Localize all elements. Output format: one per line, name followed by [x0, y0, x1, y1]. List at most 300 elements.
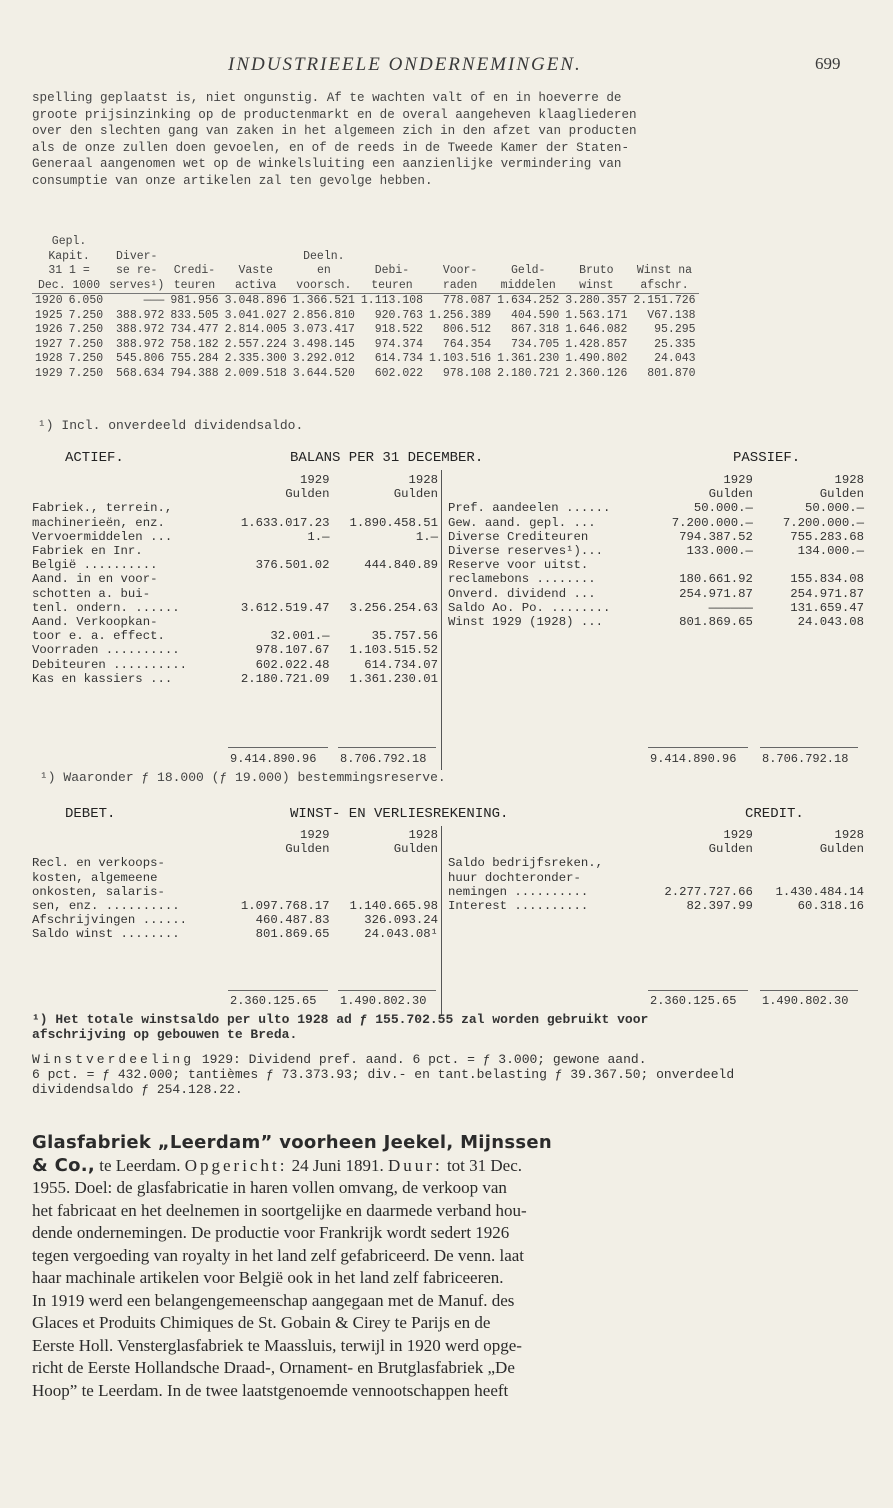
ledger-row	[446, 615, 866, 629]
history-header-cell: se re-	[116, 264, 158, 277]
ledger-label: Fabriek en Inr.	[32, 544, 143, 559]
history-header-cell: winst	[562, 279, 630, 294]
rule	[228, 747, 328, 748]
history-cell: 3.048.896	[224, 294, 287, 307]
ledger-year-row	[446, 473, 866, 487]
ledger-unit-row	[446, 842, 866, 856]
year-header: 1928	[408, 828, 438, 842]
ledger-row	[30, 587, 440, 601]
ledger-row	[446, 856, 866, 870]
history-header-cell: Voor-	[442, 264, 478, 277]
ledger-unit-row	[30, 487, 440, 501]
pl-footnote	[32, 1012, 862, 1042]
ledger-amount: 24.043.08¹	[364, 927, 438, 942]
history-cell: 1.490.802	[565, 352, 628, 365]
ledger-label: sen, enz. ..........	[32, 899, 180, 914]
history-header-cell: voorsch.	[290, 279, 358, 294]
history-cell: 2.856.810	[292, 308, 355, 322]
ledger-amount	[755, 871, 866, 885]
ledger-label: onkosten, salaris-	[32, 884, 165, 899]
duration-label: Duur:	[388, 1155, 443, 1175]
history-cell: 3.292.012	[292, 352, 355, 365]
history-cell: 25.335	[654, 337, 696, 351]
history-cell: 2.335.300	[224, 352, 287, 365]
ledger-amount: 134.000.—	[797, 544, 864, 559]
ledger-year-row	[30, 828, 440, 842]
history-header-cell: 31 1 =	[48, 264, 90, 277]
ledger-amount	[331, 501, 440, 515]
ledger-label: Recl. en verkoops-	[32, 856, 165, 871]
pl-total-debit-1928: 1.490.802.30	[340, 994, 427, 1008]
history-cell: 867.318	[510, 323, 560, 336]
ledger-amount: 254.971.87	[679, 586, 753, 601]
ledger-amount: 50.000.—	[804, 501, 864, 516]
history-cell: 7.250	[68, 308, 104, 322]
ledger-label: Kas en kassiers ...	[32, 671, 173, 686]
ledger-row	[30, 672, 440, 686]
history-table	[32, 235, 699, 381]
ledger-amount: 1.890.458.51	[349, 515, 438, 530]
ledger-amount: 1.—	[415, 529, 438, 544]
history-cell: 24.043	[654, 352, 696, 365]
pl-debit-table	[30, 828, 440, 942]
pl-total-credit-1928: 1.490.802.30	[762, 994, 849, 1008]
history-row	[32, 294, 699, 309]
ledger-amount	[223, 501, 332, 515]
ledger-row	[30, 629, 440, 643]
ledger-amount	[755, 856, 866, 870]
history-header-cell	[562, 235, 630, 250]
history-header-cell: Winst na	[636, 264, 693, 277]
ledger-amount: 376.501.02	[255, 558, 330, 573]
pl-title: WINST- EN VERLIESREKENING.	[290, 806, 509, 822]
ledger-amount	[223, 856, 332, 870]
history-header-cell: Credi-	[173, 264, 216, 277]
history-header-cell: en	[316, 264, 331, 277]
ledger-row	[30, 572, 440, 586]
history-cell: 7.250	[68, 352, 104, 365]
ledger-row	[446, 899, 866, 913]
rule	[648, 747, 748, 748]
ledger-amount	[644, 856, 755, 870]
ledger-amount: 50.000.—	[693, 501, 753, 516]
ledger-row	[30, 643, 440, 657]
distribution-line: 6 pct. = ƒ 432.000; tantièmes ƒ 73.373.93; div.- en tant.belasting ƒ 39.367.50; onverdeeld	[32, 1067, 735, 1082]
rule	[648, 990, 748, 991]
history-header-cell: Debi-	[374, 264, 410, 277]
balance-left-label: ACTIEF.	[65, 450, 124, 466]
history-cell: 1927	[35, 337, 63, 351]
balance-passiva-table	[446, 473, 866, 629]
distribution-line	[32, 1052, 862, 1067]
company-place: te Leerdam.	[95, 1155, 185, 1175]
ledger-label: Voorraden ..........	[32, 643, 180, 658]
history-header-cell	[167, 250, 221, 265]
ledger-label: Aand. in en voor-	[32, 572, 158, 587]
history-header-cell	[167, 235, 221, 250]
pl-footnote-line: ¹) Het totale winstsaldo per ulto 1928 ad ƒ 155.702.55 zal worden gebruikt voor	[32, 1012, 649, 1027]
ledger-amount: 60.318.16	[797, 899, 864, 914]
ledger-row	[446, 501, 866, 515]
year-header: 1928	[834, 828, 864, 842]
history-row	[32, 309, 699, 324]
history-header-cell: Geld-	[510, 264, 546, 277]
ledger-amount: 1.103.515.52	[349, 643, 438, 658]
history-cell: 3.073.417	[292, 323, 355, 336]
history-cell: 1928	[35, 352, 63, 365]
ledger-amount: 755.283.68	[790, 529, 864, 544]
rule	[228, 990, 328, 991]
history-cell: 2.180.721	[497, 366, 560, 380]
ledger-label: Onverd. dividend ...	[448, 586, 596, 601]
unit-header: Gulden	[708, 842, 753, 857]
unit-header: Gulden	[285, 487, 330, 502]
history-footnote: ¹) Incl. onverdeeld dividendsaldo.	[38, 418, 304, 433]
history-cell: 981.956	[170, 294, 219, 307]
ledger-label: Saldo Ao. Po. ........	[448, 600, 611, 615]
history-cell: 734.477	[170, 323, 219, 336]
history-header-cell	[494, 235, 562, 250]
history-header-row	[32, 279, 699, 294]
ledger-row	[30, 927, 440, 941]
ledger-row	[30, 544, 440, 558]
ledger-label: machinerieën, enz.	[32, 515, 165, 530]
history-cell: 388.972	[116, 308, 165, 322]
year-header: 1929	[299, 828, 330, 842]
ledger-amount: 801.869.65	[679, 615, 753, 630]
ledger-amount: 3.612.519.47	[240, 600, 330, 615]
history-cell: 1929	[35, 366, 63, 380]
ledger-amount: 1.097.768.17	[240, 899, 330, 914]
ledger-label: nemingen ..........	[448, 884, 589, 899]
ledger-amount: 7.200.000.—	[782, 515, 864, 530]
ledger-label: Gew. aand. gepl. ...	[448, 515, 596, 530]
history-cell: 1.563.171	[565, 308, 628, 322]
ledger-amount: 7.200.000.—	[671, 515, 753, 530]
ledger-amount: 1.—	[307, 529, 330, 544]
history-cell: 6.050	[68, 294, 104, 307]
company-name-cont: & Co.,	[32, 1154, 96, 1176]
history-header-cell	[562, 250, 630, 265]
history-header-cell: raden	[426, 279, 494, 294]
intro-line: Generaal aangenomen wet op de winkelsluiting een aanzienlijke vermindering van	[32, 157, 622, 171]
company-text-line: dende ondernemingen. De productie voor Frankrijk wordt sedert 1926	[32, 1223, 510, 1242]
history-cell: 1.361.230	[497, 352, 560, 365]
pl-total-debit-1929: 2.360.125.65	[230, 994, 317, 1008]
history-header-cell: serves¹)	[106, 279, 167, 294]
history-cell: 602.022	[374, 366, 424, 380]
history-cell: 3.644.520	[292, 366, 355, 380]
company-entry	[32, 1132, 864, 1402]
history-cell: 806.512	[442, 323, 492, 336]
history-header-cell: Diver-	[116, 249, 158, 263]
pl-total-credit-1929: 2.360.125.65	[650, 994, 737, 1008]
history-cell: 3.498.145	[292, 337, 355, 351]
ledger-label: België ..........	[32, 558, 158, 573]
intro-line: consumptie van onze artikelen zal ten gevolge hebben.	[32, 173, 433, 188]
history-cell: 833.505	[170, 308, 219, 322]
unit-header: Gulden	[393, 842, 438, 857]
history-cell: 801.870	[647, 366, 696, 380]
ledger-label: Afschrijvingen ......	[32, 913, 187, 928]
ledger-amount: 133.000.—	[686, 544, 753, 559]
ledger-row	[30, 899, 440, 913]
history-header-cell: Vaste	[238, 264, 273, 277]
company-text-line: haar machinale artikelen voor België ook in het land zelf fabriceeren.	[32, 1268, 504, 1287]
ledger-row	[30, 501, 440, 515]
history-header-cell	[222, 235, 290, 250]
history-cell: 764.354	[442, 337, 492, 351]
ledger-amount	[331, 572, 440, 586]
ledger-amount	[644, 558, 755, 572]
history-cell: V67.138	[647, 308, 696, 322]
balance-total-passiva-1929: 9.414.890.96	[650, 752, 737, 766]
ledger-amount: 1.140.665.98	[349, 899, 438, 914]
header-title: INDUSTRIEELE ONDERNEMINGEN.	[228, 54, 582, 75]
ledger-amount: 801.869.65	[255, 927, 330, 942]
unit-header: Gulden	[708, 487, 753, 502]
running-header	[0, 54, 893, 78]
ledger-amount	[223, 587, 332, 601]
company-text-line: Eerste Holl. Vensterglasfabriek te Maassluis, terwijl in 1920 werd opge-	[32, 1335, 522, 1355]
ledger-unit-row	[446, 487, 866, 501]
ledger-row	[30, 871, 440, 885]
history-cell: 404.590	[510, 308, 560, 322]
ledger-amount	[223, 572, 332, 586]
company-text-line: Hoop” te Leerdam. In de twee laatstgenoemde vennootschappen heeft	[32, 1380, 509, 1400]
history-cell: 1.428.857	[565, 337, 628, 351]
history-cell: 1920	[35, 294, 63, 307]
history-cell: 545.806	[116, 352, 165, 365]
ledger-amount: 35.757.56	[371, 629, 438, 644]
balance-total-activa-1929: 9.414.890.96	[230, 752, 317, 766]
ledger-row	[446, 530, 866, 544]
history-header-cell: Dec. 1000	[32, 279, 106, 294]
year-header: 1929	[723, 828, 753, 842]
company-text-line: 1955. Doel: de glasfabricatie in haren vollen omvang, de verkoop van	[32, 1178, 507, 1197]
history-cell: 778.087	[442, 294, 492, 307]
history-cell: 7.250	[68, 323, 104, 336]
ledger-amount: 978.107.67	[255, 643, 330, 658]
history-cell: 95.295	[654, 323, 696, 336]
history-cell: 974.374	[374, 337, 424, 351]
pl-divider	[441, 826, 442, 1016]
ledger-amount: 24.043.08	[797, 615, 864, 630]
ledger-label: huur dochteronder-	[448, 870, 581, 885]
balance-total-activa-1928: 8.706.792.18	[340, 752, 427, 766]
year-header: 1929	[723, 473, 753, 487]
history-cell: 7.250	[68, 337, 104, 351]
year-header: 1928	[834, 473, 864, 487]
ledger-label: kosten, algemeene	[32, 870, 158, 885]
history-cell: 388.972	[116, 337, 165, 351]
rule	[760, 747, 858, 748]
pl-right-label: CREDIT.	[745, 806, 804, 822]
ledger-row	[30, 856, 440, 870]
company-text-line: richt de Eerste Hollandsche Draad-, Ornament- en Brutglasfabriek „De	[32, 1358, 515, 1377]
ledger-label: toor e. a. effect.	[32, 629, 165, 644]
ledger-row	[30, 516, 440, 530]
history-cell: 568.634	[116, 366, 165, 380]
history-cell: 758.182	[170, 337, 219, 351]
ledger-row	[30, 615, 440, 629]
ledger-label: Interest ..........	[448, 899, 589, 914]
ledger-row	[446, 572, 866, 586]
company-text-line: het fabricaat en het deelnemen in soortgelijke en daarmede verband hou-	[32, 1200, 527, 1220]
ledger-amount	[755, 558, 866, 572]
history-row	[32, 367, 699, 382]
history-header-cell: Deeln.	[303, 249, 345, 263]
history-header-cell	[630, 235, 698, 250]
ledger-amount: 460.487.83	[255, 913, 330, 928]
unit-header: Gulden	[285, 842, 330, 857]
balance-total-passiva-1928: 8.706.792.18	[762, 752, 849, 766]
intro-paragraph	[32, 90, 862, 189]
history-cell: 2.360.126	[565, 366, 628, 380]
ledger-label: Diverse reserves¹)...	[448, 544, 603, 559]
ledger-row	[446, 558, 866, 572]
ledger-amount	[331, 544, 440, 558]
intro-line: spelling geplaatst is, niet ongunstig. Af te wachten valt of en in hoeverre de	[32, 91, 622, 105]
ledger-label: Vervoermiddelen ...	[32, 529, 173, 544]
history-cell: 1.256.389	[429, 308, 492, 322]
ledger-amount: 155.834.08	[790, 572, 864, 587]
unit-header: Gulden	[819, 487, 864, 502]
ledger-row	[30, 530, 440, 544]
history-header-row	[32, 235, 699, 250]
balance-title: BALANS PER 31 DECEMBER.	[290, 450, 484, 466]
ledger-label: Debiteuren ..........	[32, 657, 187, 672]
history-row	[32, 338, 699, 353]
ledger-label: Saldo bedrijfsreken.,	[448, 856, 603, 871]
pl-left-label: DEBET.	[65, 806, 116, 822]
ledger-amount	[331, 885, 440, 899]
history-cell: 7.250	[68, 366, 104, 380]
history-header-cell	[426, 235, 494, 250]
ledger-amount	[331, 871, 440, 885]
history-header-cell: middelen	[494, 279, 562, 294]
history-header-cell: afschr.	[630, 279, 698, 294]
ledger-amount	[331, 615, 440, 629]
ledger-label: Diverse Crediteuren	[448, 529, 589, 544]
balance-activa-table	[30, 473, 440, 686]
ledger-row	[446, 516, 866, 530]
history-header-row	[32, 264, 699, 279]
company-text-line: Glaces et Produits Chimiques de St. Gobain & Cirey te Parijs en de	[32, 1313, 491, 1332]
history-cell: 1925	[35, 308, 63, 322]
ledger-amount: 602.022.48	[255, 657, 330, 672]
history-cell: ———	[143, 294, 165, 307]
history-header-cell: teuren	[167, 279, 221, 294]
ledger-label: Winst 1929 (1928) ...	[448, 615, 603, 630]
company-text-line: tegen vergoeding van royalty in het land zelf gefabriceerd. De venn. laat	[32, 1245, 525, 1265]
ledger-amount: 131.659.47	[790, 600, 864, 615]
ledger-amount: 614.734.07	[364, 657, 438, 672]
history-header-cell: Gepl.	[51, 235, 87, 248]
history-cell: 918.522	[374, 323, 424, 336]
history-header-cell	[290, 235, 358, 250]
distribution-line: dividendsaldo ƒ 254.128.22.	[32, 1082, 243, 1097]
history-cell: 920.763	[374, 308, 424, 322]
ledger-label: Aand. Verkoopkan-	[32, 615, 158, 630]
ledger-year-row	[30, 473, 440, 487]
year-header: 1929	[299, 473, 330, 487]
pl-footnote-line: afschrijving op gebouwen te Breda.	[32, 1027, 298, 1042]
ledger-amount: 254.971.87	[790, 586, 864, 601]
history-header-cell	[106, 235, 167, 250]
ledger-amount: 326.093.24	[364, 913, 438, 928]
ledger-row	[446, 587, 866, 601]
history-header-cell	[358, 250, 426, 265]
ledger-label: reclamebons ........	[448, 572, 596, 587]
history-cell: 2.557.224	[224, 337, 287, 351]
history-cell: 3.041.027	[224, 308, 287, 322]
history-header-cell	[222, 250, 290, 265]
history-header-cell: Bruto	[579, 264, 614, 277]
history-cell: 3.280.357	[565, 294, 628, 307]
history-cell: 978.108	[442, 366, 492, 380]
history-cell: 614.734	[374, 352, 424, 365]
ledger-amount: ——————	[708, 600, 753, 615]
ledger-label: Saldo winst ........	[32, 927, 180, 942]
ledger-row	[30, 885, 440, 899]
ledger-amount: 2.180.721.09	[240, 671, 330, 686]
ledger-label: tenl. ondern. ......	[32, 600, 180, 615]
rule	[760, 990, 858, 991]
history-header-cell	[358, 235, 426, 250]
ledger-amount: 1.361.230.01	[349, 671, 438, 686]
ledger-amount	[331, 587, 440, 601]
history-cell: 794.388	[170, 366, 219, 380]
pl-credit-table	[446, 828, 866, 913]
company-name-line	[32, 1132, 864, 1155]
history-cell: 755.284	[170, 352, 219, 365]
ledger-amount	[223, 544, 332, 558]
history-cell: 2.814.005	[224, 323, 287, 336]
history-cell: 1.113.108	[360, 294, 424, 307]
ledger-amount: 1.430.484.14	[775, 884, 864, 899]
ledger-amount	[331, 856, 440, 870]
company-description	[32, 1177, 864, 1402]
ledger-row	[30, 558, 440, 572]
history-cell: 1.366.521	[292, 294, 355, 307]
ledger-label: Fabriek., terrein.,	[32, 501, 173, 516]
duration-value: tot 31 Dec.	[442, 1155, 523, 1175]
history-header-cell: activa	[222, 279, 290, 294]
history-cell: 1926	[35, 323, 63, 336]
history-cell: 1.634.252	[497, 294, 560, 307]
history-header-cell	[426, 250, 494, 265]
ledger-row	[446, 601, 866, 615]
founded-date: 24 Juni 1891.	[287, 1155, 389, 1175]
history-cell: 1.103.516	[429, 352, 492, 365]
ledger-label: Pref. aandeelen ......	[448, 501, 611, 516]
intro-line: over den slechten gang van zaken in het algemeen zich in den afzet van producten	[32, 124, 637, 138]
company-name: Glasfabriek „Leerdam” voorheen Jeekel, Mijnssen	[32, 1132, 552, 1153]
ledger-amount	[223, 615, 332, 629]
ledger-amount: 2.277.727.66	[664, 884, 753, 899]
balance-divider	[441, 470, 442, 770]
year-header: 1928	[408, 473, 438, 487]
founded-label: Opgericht:	[184, 1155, 288, 1175]
history-header-row	[32, 250, 699, 265]
ledger-row	[30, 913, 440, 927]
intro-line: als de onze zullen doen gevoelen, en of de reeds in de Tweede Kamer der Staten-	[32, 140, 630, 155]
ledger-amount	[644, 871, 755, 885]
ledger-amount: 3.256.254.63	[349, 600, 438, 615]
ledger-row	[30, 658, 440, 672]
ledger-amount	[223, 871, 332, 885]
